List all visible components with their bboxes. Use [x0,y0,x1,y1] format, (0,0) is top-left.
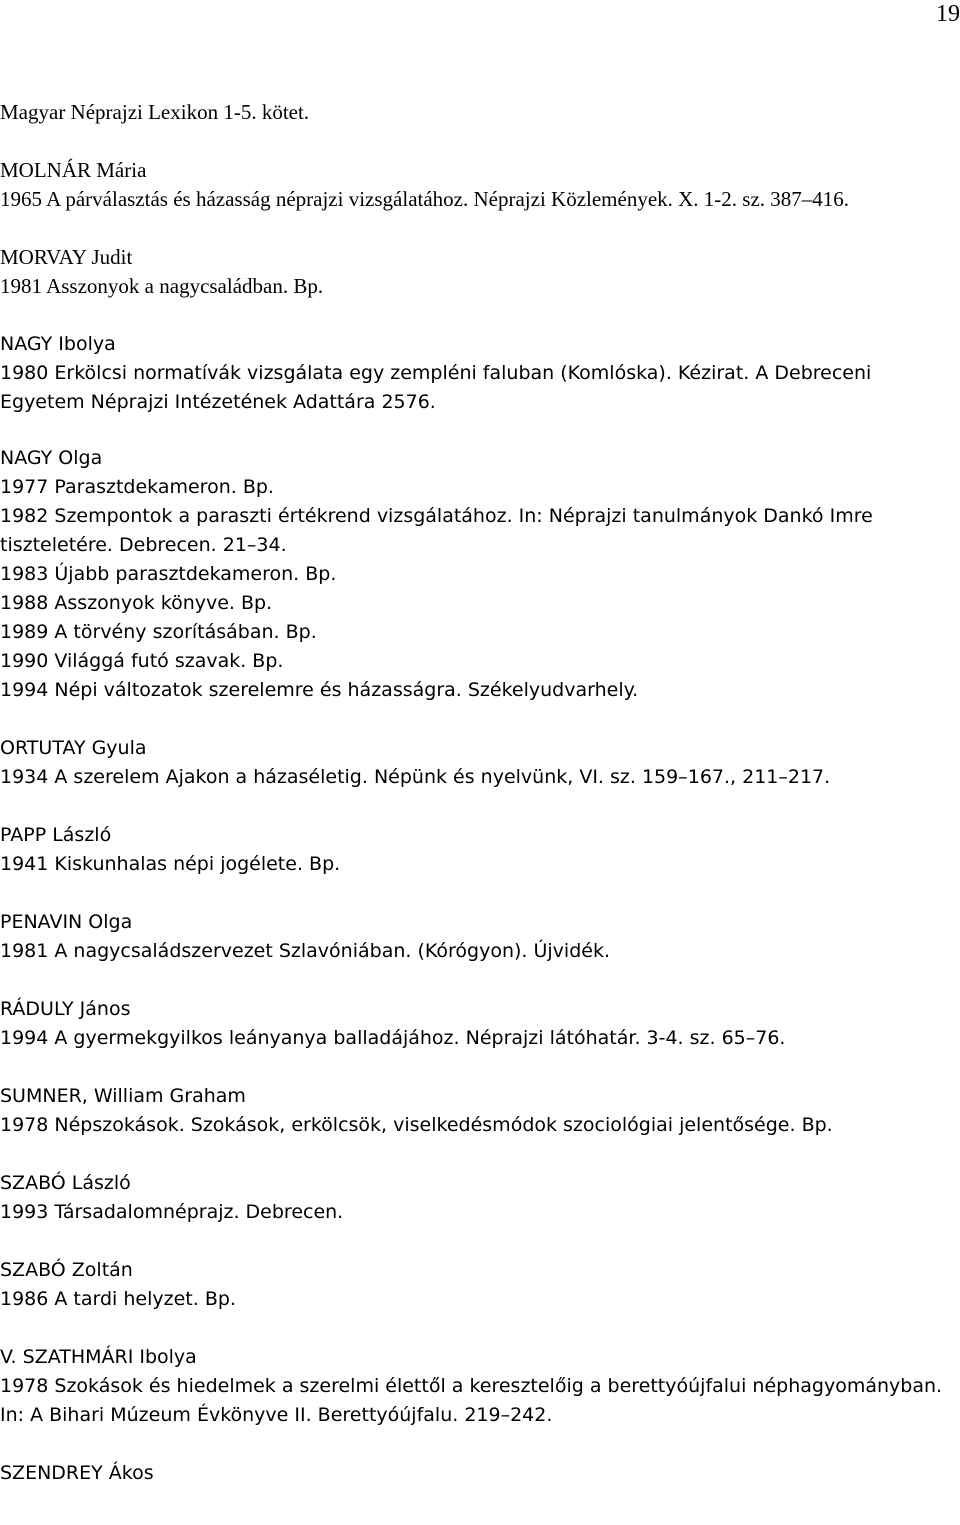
entry-work: 1981 A nagycsaládszervezet Szlavóniában. (Kórógyon). Újvidék. [0,940,610,962]
entry-author: NAGY Olga [0,447,103,469]
entry-work: 1978 Népszokások. Szokások, erkölcsök, viselkedésmódok szociológiai jelentősége. Bp. [0,1114,833,1136]
entry-work: 1977 Parasztdekameron. Bp. [0,476,274,498]
entry-author: MORVAY Judit [0,245,133,269]
entry-work: 1986 A tardi helyzet. Bp. [0,1288,236,1310]
entry-work: 1993 Társadalomnéprajz. Debrecen. [0,1201,344,1223]
bibliography-entry [0,1169,958,1227]
entry-author: V. SZATHMÁRI Ibolya [0,1346,197,1368]
bibliography-entry [0,995,958,1053]
entry-work: 1941 Kiskunhalas népi jogélete. Bp. [0,853,341,875]
bibliography-entry [0,1256,958,1314]
entry-work: 1980 Erkölcsi normatívák vizsgálata egy zempléni faluban (Komlóska). Kézirat. A Debreceni Egyetem Néprajzi Intézetének Adattára 2576. [0,362,872,413]
entry-author: NAGY Ibolya [0,333,116,355]
entry-work: 1994 Népi változatok szerelemre és házasságra. Székelyudvarhely. [0,679,639,701]
entry-work: 1990 Világgá futó szavak. Bp. [0,650,284,672]
entry-author: SUMNER, William Graham [0,1085,246,1107]
entry-heading: Magyar Néprajzi Lexikon 1-5. kötet. [0,100,310,124]
bibliography-entry [0,821,958,879]
entry-author: PAPP László [0,824,112,846]
bibliography-entry [0,156,958,214]
entry-author: RÁDULY János [0,998,131,1020]
bibliography-entry [0,734,958,792]
entry-author: SZABÓ Zoltán [0,1259,133,1281]
bibliography-entry [0,1343,958,1430]
entry-work: 1981 Asszonyok a nagycsaládban. Bp. [0,274,324,298]
bibliography-entry [0,444,958,705]
entry-author: MOLNÁR Mária [0,158,147,182]
bibliography-entry [0,908,958,966]
bibliography-entry [0,1082,958,1140]
bibliography [0,98,958,1517]
bibliography-entry [0,330,958,417]
entry-author: PENAVIN Olga [0,911,133,933]
page-number: 19 [936,1,960,27]
entry-work: 1983 Újabb parasztdekameron. Bp. [0,563,337,585]
entry-work: 1982 Szempontok a paraszti értékrend vizsgálatához. In: Néprajzi tanulmányok Dankó Imre tiszteletére. Debrecen. 21–34. [0,505,873,556]
entry-author: SZABÓ László [0,1172,131,1194]
entry-author: ORTUTAY Gyula [0,737,147,759]
entry-work: 1965 A párválasztás és házasság néprajzi vizsgálatához. Néprajzi Közlemények. X. 1-2. sz. 387–416. [0,187,850,211]
bibliography-entry [0,1459,958,1488]
bibliography-entry [0,98,958,127]
entry-work: 1989 A törvény szorításában. Bp. [0,621,317,643]
entry-work: 1978 Szokások és hiedelmek a szerelmi élettől a keresztelőig a berettyóújfalui néphagyományban. In: A Bihari Múzeum Évkönyve II. Berettyóújfalu. 219–242. [0,1375,943,1426]
entry-work: 1994 A gyermekgyilkos leányanya balladájához. Néprajzi látóhatár. 3-4. sz. 65–76. [0,1027,786,1049]
bibliography-entry [0,243,958,301]
entry-work: 1934 A szerelem Ajakon a házaséletig. Népünk és nyelvünk, VI. sz. 159–167., 211–217. [0,766,831,788]
entry-work: 1988 Asszonyok könyve. Bp. [0,592,273,614]
entry-author: SZENDREY Ákos [0,1462,154,1484]
